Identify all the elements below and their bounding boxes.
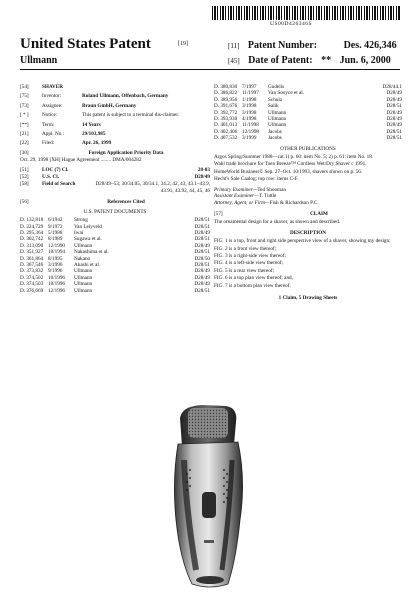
barcode bbox=[212, 6, 400, 20]
bib-field bbox=[20, 84, 210, 90]
reference-date: 12/1998 bbox=[242, 128, 260, 135]
reference-class: D28/50 bbox=[194, 255, 210, 262]
description-item: FIG. 2 is a front view thereof; bbox=[214, 245, 277, 252]
patent-number-label: Patent Number: bbox=[247, 40, 318, 51]
description-item: FIG. 5 is a rear view thereof; bbox=[214, 267, 275, 274]
date-label: Date of Patent: bbox=[248, 55, 313, 66]
reference-date: 1/1998 bbox=[242, 96, 257, 103]
reference-name: Ullmann bbox=[74, 287, 93, 294]
reference-date: 7/1997 bbox=[242, 84, 257, 90]
primary-examiner-name: Ted Shooman bbox=[257, 186, 286, 193]
shaver-head bbox=[180, 405, 236, 446]
publication-item: HomeWorld Business© Sep. 27–Oct. 10/1993, shavers shown on p. 56. bbox=[214, 168, 363, 175]
field-label: Inventor: bbox=[42, 93, 62, 100]
reference-date: 11/1997 bbox=[242, 90, 259, 97]
reference-date: 8/1995 bbox=[48, 255, 63, 262]
reference-class: D28/51 bbox=[194, 217, 210, 224]
publication-item: Wahl trade brochure for Toen Breeze™ Cordless Wet/Dry Shaver c 1991. bbox=[214, 161, 367, 168]
class-code: [58] bbox=[20, 181, 29, 188]
inventor-name-header: Ullmann bbox=[20, 55, 58, 66]
reference-date: 9/1996 bbox=[48, 268, 63, 275]
reference-number: D. 302,742 bbox=[20, 236, 44, 243]
reference-date: 3/1999 bbox=[242, 135, 257, 142]
reference-number: D. 313,090 bbox=[20, 242, 44, 249]
class-field bbox=[20, 181, 210, 194]
field-label: Filed: bbox=[42, 140, 55, 147]
description-heading: DESCRIPTION bbox=[289, 229, 327, 236]
patent-number-value: Des. 426,346 bbox=[343, 40, 397, 51]
reference-class: D28/44.1 bbox=[382, 84, 402, 90]
reference-number: D. 402,406 bbox=[214, 128, 238, 135]
reference-name: Van Sooyce et al. bbox=[268, 90, 305, 97]
bib-field bbox=[20, 93, 210, 99]
reference-name: Schulz bbox=[268, 96, 283, 103]
reference-date: 10/1996 bbox=[48, 281, 66, 288]
date-mark: ** bbox=[321, 55, 332, 66]
reference-number: D. 373,832 bbox=[20, 268, 44, 275]
reference-class: D28/49 bbox=[194, 281, 210, 288]
reference-class: D28/49 bbox=[386, 109, 402, 116]
reference-class: D28/51 bbox=[386, 103, 402, 110]
primary-examiner-label: Primary Examiner— bbox=[214, 186, 258, 193]
reference-class: D28/49 bbox=[386, 90, 402, 97]
reference-number: D. 374,502 bbox=[20, 274, 44, 281]
bib-field bbox=[20, 140, 210, 146]
left-column bbox=[20, 84, 210, 294]
patent-title bbox=[20, 36, 151, 53]
reference-name: Van Lelyveld bbox=[74, 223, 102, 230]
reference-date: 8/1989 bbox=[48, 236, 63, 243]
reference-date: 12/1990 bbox=[48, 242, 66, 249]
class-label: LOC (7) Cl. bbox=[42, 166, 69, 173]
assistant-examiner-name: T. Tuttle bbox=[258, 193, 277, 200]
description-item: FIG. 1 is a top, front and right side perspective view of a shaver, showing my design; bbox=[214, 238, 391, 245]
right-column bbox=[214, 84, 402, 303]
field-value: Braun GmbH, Germany bbox=[82, 102, 137, 109]
field-code: [73] bbox=[20, 102, 29, 109]
assistant-examiner-label: Assistant Examiner— bbox=[214, 193, 259, 200]
reference-name: Nakano bbox=[74, 255, 91, 262]
reference-number: D. 380,830 bbox=[214, 84, 238, 90]
other-publications-heading: OTHER PUBLICATIONS bbox=[280, 145, 336, 152]
class-value: 28-03 bbox=[197, 166, 210, 173]
barcode-number: US00D426346S bbox=[270, 21, 313, 27]
reference-class: D28/51 bbox=[386, 128, 402, 135]
reference-name: Ullmann bbox=[268, 116, 287, 123]
references-code: [56] bbox=[20, 199, 29, 206]
class-label: U.S. Cl. bbox=[42, 174, 60, 181]
shaver-body bbox=[174, 442, 242, 587]
reference-class: D28/49 bbox=[386, 122, 402, 129]
reference-class: D28/51 bbox=[194, 249, 210, 256]
attorney bbox=[214, 200, 402, 206]
reference-name: Ullmann bbox=[74, 268, 93, 275]
foreign-heading: Foreign Application Priority Data bbox=[88, 149, 164, 156]
reference-name: Iwai bbox=[74, 229, 84, 236]
class-value: D28/49 bbox=[194, 174, 210, 181]
reference-date: 3/1998 bbox=[242, 103, 257, 110]
reference-class: D28/49 bbox=[194, 229, 210, 236]
reference-number: D. 132,818 bbox=[20, 217, 44, 224]
reference-class: D28/49 bbox=[194, 242, 210, 249]
reference-date: 12/1996 bbox=[48, 287, 66, 294]
date-of-patent-line bbox=[228, 55, 391, 66]
field-value: 14 Years bbox=[82, 121, 101, 128]
reference-name: Jacobs bbox=[268, 128, 282, 135]
reference-name: Sugawa et al. bbox=[74, 236, 102, 243]
reference-date: 6/1942 bbox=[48, 217, 63, 224]
reference-name: Nakashima et al. bbox=[74, 249, 109, 256]
field-code: [**] bbox=[20, 121, 29, 128]
reference-class: D28/49 bbox=[386, 116, 402, 123]
field-code: [75] bbox=[20, 93, 29, 100]
reference-number: D. 393,930 bbox=[214, 116, 238, 123]
reference-name: Gudelis bbox=[268, 84, 285, 90]
reference-class: D28/51 bbox=[386, 135, 402, 142]
attorney-name: Fish & Richardson P.C. bbox=[269, 199, 319, 206]
reference-name: Ullmann bbox=[74, 242, 93, 249]
foreign-priority bbox=[20, 150, 210, 156]
field-code: [ * ] bbox=[20, 112, 29, 119]
field-label: Assignee: bbox=[42, 102, 63, 109]
reference-class: D28/49 bbox=[386, 96, 402, 103]
reference-number: D. 374,503 bbox=[20, 281, 44, 288]
class-field bbox=[20, 174, 210, 180]
publication-item: Hecht's Sale Caalog; top row: items C-F. bbox=[214, 176, 299, 183]
reference-number: D. 351,927 bbox=[20, 249, 44, 256]
patent-number-line bbox=[228, 40, 397, 51]
reference-number: D. 401,013 bbox=[214, 122, 238, 129]
field-label: Notice: bbox=[42, 112, 58, 119]
reference-number: D. 391,676 bbox=[214, 103, 238, 110]
claims-sheets-footer: 1 Claim, 5 Drawing Sheets bbox=[278, 294, 338, 301]
class-field bbox=[20, 167, 210, 173]
references-right-list bbox=[214, 84, 402, 142]
reference-name: Strong bbox=[74, 217, 88, 224]
reference-date: 4/1998 bbox=[242, 116, 257, 123]
date-code: [45] bbox=[228, 57, 240, 65]
claim-code: [57] bbox=[214, 210, 223, 217]
field-label: Term: bbox=[42, 121, 55, 128]
bib-field bbox=[20, 131, 210, 137]
reference-class: D28/51 bbox=[194, 261, 210, 268]
bib-field bbox=[20, 112, 210, 118]
reference-name: Ullmann bbox=[268, 122, 287, 129]
classification-fields bbox=[20, 167, 210, 195]
description-list bbox=[214, 238, 402, 289]
class-value: D28/49–53; 30/34.05, 30/34.1, 34.2, 42, 43, 43.1–43.9, 43.91, 43.92, 44, 45, 46 bbox=[95, 181, 210, 194]
shaver-drawing bbox=[140, 400, 270, 592]
references-heading: References Cited bbox=[107, 199, 145, 206]
power-switch bbox=[202, 492, 216, 518]
class-code: [52] bbox=[20, 174, 29, 181]
description-item: FIG. 3 is a right-side view thereof; bbox=[214, 252, 286, 259]
reference-date: 10/1996 bbox=[48, 274, 66, 281]
references-subheading: U.S. PATENT DOCUMENTS bbox=[83, 208, 147, 215]
patent-number-code: [11] bbox=[228, 42, 240, 50]
description-item: FIG. 4 is a left-side view thereof; bbox=[214, 260, 284, 267]
reference-number: D. 407,532 bbox=[214, 135, 238, 142]
field-label: SHAVER bbox=[42, 84, 63, 90]
references-header bbox=[20, 199, 210, 205]
field-value: Apr. 26, 1999 bbox=[82, 140, 112, 147]
reference-number: D. 295,364 bbox=[20, 229, 44, 236]
bib-field bbox=[20, 103, 210, 109]
other-publications-list bbox=[214, 154, 402, 183]
reference-name: Ullmann bbox=[74, 281, 93, 288]
reference-name: Akashi et al. bbox=[74, 261, 101, 268]
foreign-code: [30] bbox=[20, 149, 29, 156]
field-value: 29/103,985 bbox=[82, 131, 106, 138]
field-value: Roland Ullmann, Offenbach, Germany bbox=[82, 93, 169, 100]
reference-row bbox=[20, 288, 210, 294]
header-divider bbox=[20, 69, 400, 70]
references-left-list bbox=[20, 217, 210, 294]
field-code: [21] bbox=[20, 131, 29, 138]
claim-header bbox=[214, 211, 402, 217]
reference-class: D28/49 bbox=[194, 268, 210, 275]
claim-text: The ornamental design for a shaver, as shown and described. bbox=[214, 219, 341, 226]
description-item: FIG. 7 is a bottom plan view thereof. bbox=[214, 282, 291, 289]
description-item: FIG. 6 is a top plan view thereof; and, bbox=[214, 275, 293, 282]
reference-name: Ullmann bbox=[268, 109, 287, 116]
reference-row bbox=[214, 135, 402, 141]
date-value: Jun. 6, 2000 bbox=[339, 55, 391, 66]
reference-number: D. 224,729 bbox=[20, 223, 44, 230]
reference-date: 3/1998 bbox=[242, 109, 257, 116]
field-code: [22] bbox=[20, 140, 29, 147]
attorney-label: Attorney, Agent, or Firm— bbox=[214, 199, 270, 206]
bib-field bbox=[20, 122, 210, 128]
reference-name: Salik bbox=[268, 103, 279, 110]
publication-item: Argos Spring/Summer 1988—cat.1) p. 60: item No. 5; 2) p. 61: item No. 18. bbox=[214, 154, 374, 161]
reference-class: D28/51 bbox=[194, 236, 210, 243]
reference-number: D. 367,546 bbox=[20, 261, 44, 268]
reference-name: Jacobs bbox=[268, 135, 282, 142]
class-label: Field of Search bbox=[42, 181, 76, 188]
patent-title-text: United States Patent bbox=[20, 36, 151, 52]
reference-number: D. 386,822 bbox=[214, 90, 238, 97]
reference-number: D. 392,772 bbox=[214, 109, 238, 116]
title-code: [19] bbox=[178, 41, 188, 47]
reference-date: 3/1996 bbox=[48, 261, 63, 268]
reference-class: D28/49 bbox=[194, 274, 210, 281]
reference-date: 10/1994 bbox=[48, 249, 66, 256]
reference-number: D. 376,669 bbox=[20, 287, 44, 294]
claim-heading: CLAIM bbox=[310, 210, 328, 217]
foreign-line: Oct. 29, 1998 [XH] Hague Agreement ........ DMA/004282 bbox=[20, 157, 142, 164]
reference-class: D28/51 bbox=[194, 287, 210, 294]
field-value: This patent is subject to a terminal dis-claimer. bbox=[82, 112, 180, 119]
reference-class: D28/51 bbox=[194, 223, 210, 230]
reference-number: D. 389,956 bbox=[214, 96, 238, 103]
reference-date: 5/1988 bbox=[48, 229, 63, 236]
field-label: Appl. No.: bbox=[42, 131, 65, 138]
reference-number: D. 361,864 bbox=[20, 255, 44, 262]
reference-date: 9/1972 bbox=[48, 223, 63, 230]
field-code: [54] bbox=[20, 84, 29, 90]
reference-name: Ullmann bbox=[74, 274, 93, 281]
reference-date: 11/1998 bbox=[242, 122, 259, 129]
class-code: [51] bbox=[20, 166, 29, 173]
bibliographic-fields bbox=[20, 84, 210, 147]
